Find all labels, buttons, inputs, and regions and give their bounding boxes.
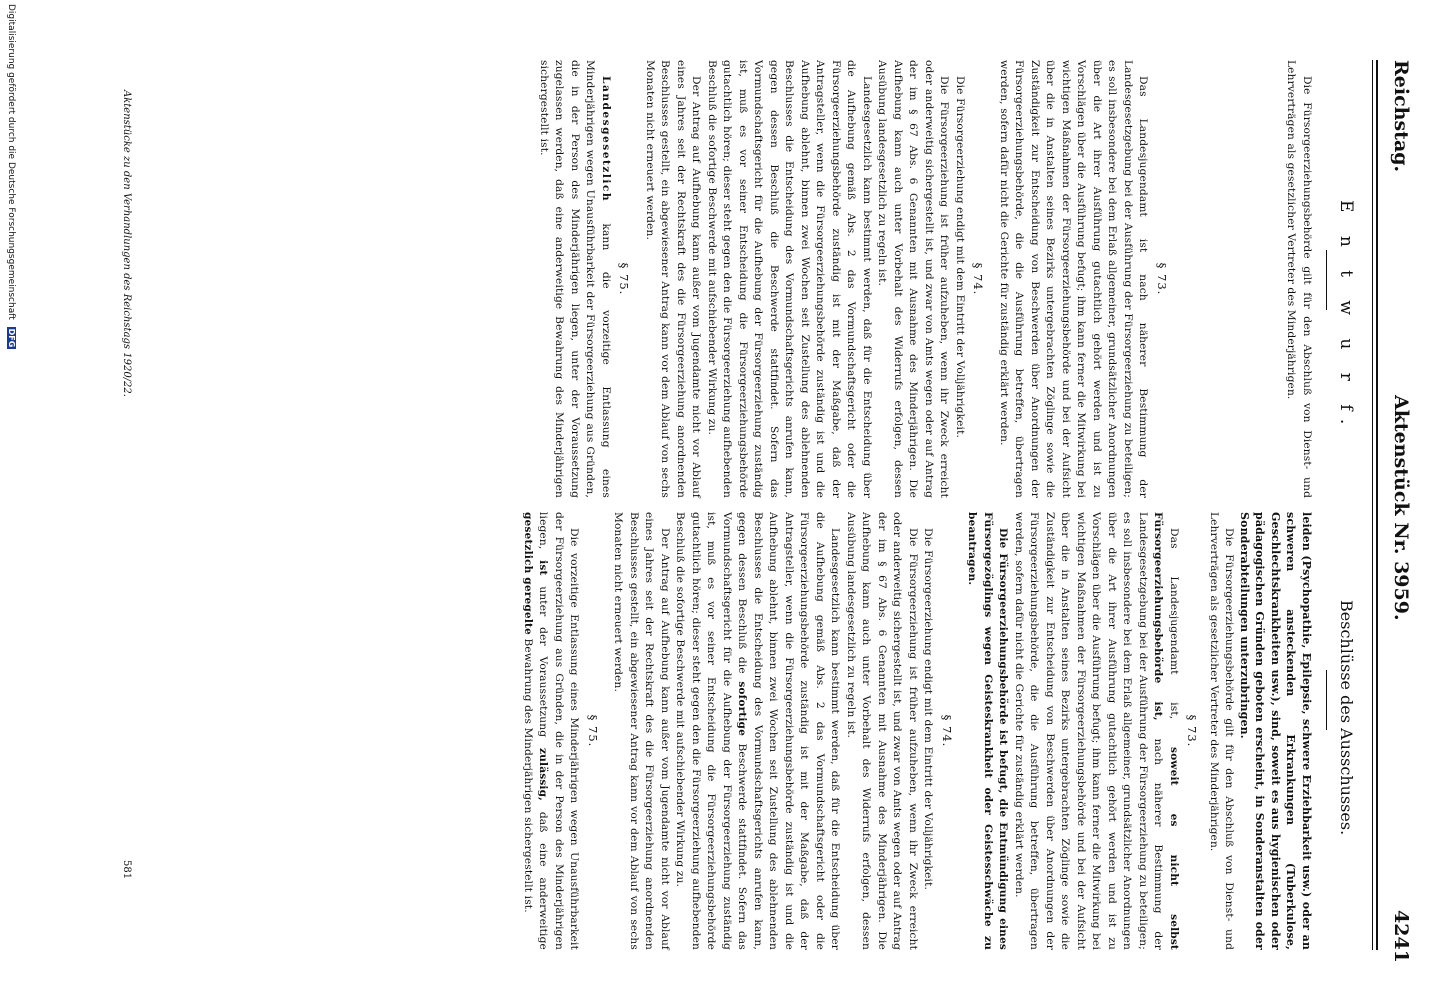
right-74-3b: sofortige bbox=[736, 681, 749, 736]
left-section-75-title: § 75. bbox=[617, 262, 632, 296]
left-section-74-title: § 74. bbox=[971, 262, 986, 296]
header-rule-thin bbox=[1372, 60, 1373, 950]
right-75-c: unter der Voraussetzung bbox=[537, 586, 550, 738]
header-reichstag: Reichstag. bbox=[1390, 60, 1412, 173]
digitization-note-text: Digitalisierung gefördert durch die Deutsche Forschungsgemeinschaft bbox=[6, 4, 16, 320]
right-section-74-para4: Der Antrag auf Aufhebung kann außer vom Jugendamte nicht vor Ablauf eines Jahres seit der Rechtskraft des die Fürsorgeerziehung anordnenden Beschlusses gestellt, ein abgewiesener Antrag kann vor dem Ablauf von sechs Monaten nicht erneuert werden. bbox=[612, 512, 671, 950]
right-section-74-title: § 74. bbox=[940, 714, 954, 748]
left-intro: Die Fürsorgeerziehungsbehörde gilt für den Abschluß von Dienst- und Lehrverträgen als gesetzlicher Vertreter des Minderjährigen. bbox=[1285, 60, 1313, 498]
right-75-d: zulässig, bbox=[537, 748, 550, 802]
digitization-note bbox=[6, 4, 16, 349]
right-75-b: ist bbox=[537, 560, 550, 576]
left-section-75-text: kann die vorzeitige Entlassung eines Minderjährigen wegen Unausführbarkeit der Fürsorgeerziehung aus Gründen, die in der Person des Minderjährigen liegen, unter der Voraussetzung zugelassen werden, daß eine anderweitige Bewahrung des Minderjährigen sichergestellt ist. bbox=[538, 60, 612, 498]
left-section-73-title: § 73. bbox=[1155, 262, 1169, 296]
right-73-c: nach näherer Bestimmung der Landesgesetzgebung bei der Ausführung der Fürsorgeerziehung zu beteiligen; es soll insbesondere bei dem Erlaß allgemeiner, grundsätzlicher Anordnungen über die Art ihrer Ausführung gutachtlich gehört werden und ist zu Vorschlägen über die Ausführung befugt; ihm kann ferner die Mitwirkung bei wichtigen Maßnahmen der Fürsorgeerziehungsbehörde und bei der Aufsicht über die in Anstalten seines Bezirks untergebrachten Zöglinge sowie die Zuständigkeit zur Entscheidung von Beschwerden über Anordnungen der Fürsorgeerziehungsbehörde, die die Ausführung betreffen, übertragen werden, sofern dafür nicht die Gerichte für zuständig erklärt werden. bbox=[1013, 512, 1165, 950]
footer-source: Aktenstücke zu den Verhandlungen des Reichstags 1920/22. bbox=[121, 90, 132, 397]
left-section-74-para2: Die Fürsorgeerziehung ist früher aufzuheben, wenn ihr Zweck erreicht oder anderweitig sichergestellt ist, und zwar von Amts wegen oder auf Antrag der im § 67 Abs. 6 Genannten mit Ausnahme des Minderjährigen. Die Aufhebung kann auch unter Vorbehalt des Widerrufs erfolgen, dessen Ausübung landesgesetzlich zu regeln ist. bbox=[876, 60, 951, 498]
left-section-74-para3: Landesgesetzlich kann bestimmt werden, daß für die Entscheidung über die Aufhebung gemäß Abs. 2 das Vormundschaftsgericht oder die Fürsorgeerziehungsbehörde zuständig ist mit der Maßgabe, daß der Antragsteller, wenn die Fürsorgeerziehungsbehörde zuständig ist und die Aufhebung ablehnt, binnen zwei Wochen seit Zustellung des ablehnenden Beschlusses die Entscheidung des Vormundschaftsgerichts anrufen kann, gegen dessen Beschluß die Beschwerde stattfindet. Sofern das Vormundschaftsgericht für die Aufhebung der Fürsorgeerziehung zuständig ist, muß es vor seiner Entscheidung die Fürsorgeerziehungsbehörde gutachtlich hören; dieser steht gegen den die Fürsorgeerziehung aufhebenden Beschluß die sofortige Beschwerde mit aufschiebender Wirkung zu. bbox=[706, 60, 873, 498]
right-75-e: daß eine anderweitige bbox=[537, 811, 550, 950]
right-74-3c: Beschwerde stattfindet. Sofern das Vormundschaftsgericht für die Aufhebung der Fürsorgeerziehung zuständig ist, muß es vor seiner Entscheidung die Fürsorgeerziehungsbehörde gutachtlich hören; dieser steht gegen den die Fürsorgeerziehung aufhebenden Beschluß die sofortige Beschwerde mit aufschiebender Wirkung zu. bbox=[674, 512, 749, 950]
left-spacer bbox=[1175, 60, 1283, 498]
left-section-74-para1: Die Fürsorgeerziehung endigt mit dem Eintritt der Volljährigkeit. bbox=[954, 76, 966, 439]
footer-page: 581 bbox=[121, 860, 132, 880]
right-74-3a: Landesgesetzlich kann bestimmt werden, daß für die Entscheidung über die Aufhebung gemäß Abs. 2 das Vormundschaftsgericht oder die Fürsorgeerziehungsbehörde zuständig ist mit der Maßgabe, daß der Antragsteller, wenn die Fürsorgeerziehungsbehörde zuständig ist und die Aufhebung ablehnt, binnen zwei Wochen seit Zustellung des ablehnenden Beschlusses die Entscheidung des Vormundschaftsgerichts anrufen kann, gegen dessen Beschluß die bbox=[736, 512, 842, 950]
column-heading-beschluesse: Beschlüsse des Ausschusses. bbox=[1337, 600, 1356, 836]
left-section-74-para4: Der Antrag auf Aufhebung kann außer vom Jugendamte nicht vor Ablauf eines Jahres seit der Rechtskraft des die Fürsorgeerziehung anordnenden Beschlusses gestellt, ein abgewiesener Antrag kann vor dem Ablauf von sechs Monaten nicht erneuert werden. bbox=[644, 60, 703, 498]
right-75-a: Die vorzeitige Entlassung eines Minderjährigen wegen Unausführbarkeit der Fürsorgeerziehung aus Gründen, die in der Person des Minderjährigen liegen, bbox=[537, 512, 581, 950]
column-heading-entwurf: E n t w u r f. bbox=[1336, 200, 1356, 434]
left-column bbox=[536, 60, 1315, 498]
right-column bbox=[520, 512, 1315, 950]
header-page-number: 4241 bbox=[1390, 910, 1412, 963]
right-73-a: Das Landesjugendamt ist, bbox=[1168, 528, 1180, 720]
right-73-b: soweit es nicht selbst Fürsorgeerziehungsbehörde ist, bbox=[1152, 512, 1180, 950]
right-section-75-title: § 75. bbox=[586, 714, 600, 748]
right-section-74-para2: Die Fürsorgeerziehung ist früher aufzuheben, wenn ihr Zweck erreicht oder anderweitig sichergestellt ist, und zwar von Amts wegen oder auf Antrag der im § 67 Abs. 6 Genannten mit Ausnahme des Minderjährigen. Die Aufhebung kann auch unter Vorbehalt des Widerrufs erfolgen, dessen Ausübung landesgesetzlich zu regeln ist. bbox=[845, 512, 919, 950]
dfg-logo-icon: DFG bbox=[7, 328, 16, 348]
right-intro: Die Fürsorgeerziehungsbehörde gilt für den Abschluß von Dienst- und Lehrverträgen als gesetzlicher Vertreter des Minderjährigen. bbox=[1208, 512, 1236, 950]
right-75-f: gesetzlich geregelte bbox=[522, 512, 534, 635]
left-section-75-lead: Landesgesetzlich bbox=[600, 76, 612, 203]
right-75-g: Bewahrung des Minderjährigen sichergestellt ist. bbox=[522, 638, 534, 913]
column-divider-left bbox=[1326, 250, 1327, 310]
header-rule bbox=[1376, 60, 1378, 950]
right-section-74-para1: Die Fürsorgeerziehung endigt mit dem Eintritt der Volljährigkeit. bbox=[922, 528, 935, 891]
left-section-73-text: Das Landesjugendamt ist nach näherer Bestimmung der Landesgesetzgebung bei der Ausführung der Fürsorgeerziehung zu beteiligen; es soll insbesondere bei dem Erlaß allgemeiner, grundsätzlicher Anordnungen über die Art ihrer Ausführung gutachtlich gehört werden und ist zu Vorschlägen über die Ausführung befugt; ihm kann ferner die Mitwirkung bei wichtigen Maßnahmen der Fürsorgeerziehungsbehörde und bei der Aufsicht über die in Anstalten seines Bezirks untergebrachten Zöglinge sowie die Zuständigkeit zur Entscheidung von Beschwerden über Anordnungen der Fürsorgeerziehungsbehörde, die die Ausführung betreffen, übertragen werden, sofern dafür nicht die Gerichte für zuständig erklärt werden. bbox=[998, 60, 1150, 498]
column-divider-right bbox=[1326, 670, 1327, 730]
header-aktenstueck: Aktenstück Nr. 3959. bbox=[1390, 395, 1412, 621]
right-section-73-title: § 73. bbox=[1185, 714, 1200, 748]
right-top-bold: leiden (Psychopathie, Epilepsie, schwere Erziehbarkeit usw.) oder an schweren ansteckenden Erkrankungen (Tuberkulose, Geschlechtskrankheiten usw.), sind, soweit es aus hygienischen oder pädagogischen Gründen geboten erscheint, in Sonderanstalten oder Sonderabteilungen unterzubringen. bbox=[1238, 512, 1313, 950]
right-73-bold: Die Fürsorgeerziehungsbehörde ist befugt, die Entmündigung eines Fürsorgezöglings wegen Geisteskrankheit oder Geistesschwäche zu beantragen. bbox=[966, 512, 1010, 950]
